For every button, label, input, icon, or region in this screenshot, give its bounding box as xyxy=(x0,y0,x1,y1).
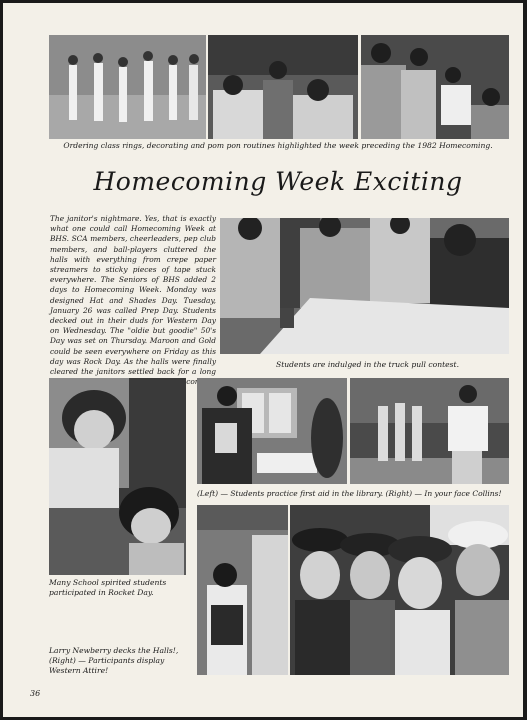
photo-pom-pon-routine xyxy=(49,35,206,139)
photo-rocket-day xyxy=(49,378,186,575)
photo-first-aid-library xyxy=(197,378,347,484)
page-title: Homecoming Week Exciting xyxy=(93,167,463,196)
photo-truck-pull xyxy=(220,218,509,354)
photo-western-attire xyxy=(290,505,509,675)
caption-truck-pull: Students are indulged in the truck pull contest. xyxy=(276,360,460,369)
photo-class-rings xyxy=(361,35,509,139)
article-body: The janitor's nightmare. Yes, that is exactly what one could call Homecoming Week at BHS. SCA members, cheerleaders, pep club members, and ball-players cluttered the halls with everything from crepe paper streamers to sticky pieces of tape stuck everywhere. The Seniors of BHS added 2 days to Homecoming Week. Monday was designed Hat and Shades Day. Tuesday, January 26 was called Prep Day. Students decked out in their duds for Western Day on Wednesday. The "oldie but goodie" 50's Day was set on Thursday. Maroon and Gold could be seen everywhere on Friday as this day was Rock Day. As the halls were finally cleared the janitors settled back for a long Homecoming, xyxy=(50,214,216,387)
page-number: 36 xyxy=(30,689,41,698)
caption-top: Ordering class rings, decorating and pom pon routines highlighted the week preceding the 1982 Homecoming. xyxy=(63,141,493,150)
photo-decking-halls xyxy=(197,505,288,675)
caption-halls: Larry Newberry decks the Halls!, (Right) — Participants display Western Attire! xyxy=(49,646,179,675)
caption-library: (Left) — Students practice first aid in the library. (Right) — In your face Collins! xyxy=(197,489,502,498)
caption-rocket-day: Many School spirited students participated in Rocket Day. xyxy=(49,578,167,597)
photo-decorating xyxy=(208,35,358,139)
photo-in-your-face xyxy=(350,378,509,484)
